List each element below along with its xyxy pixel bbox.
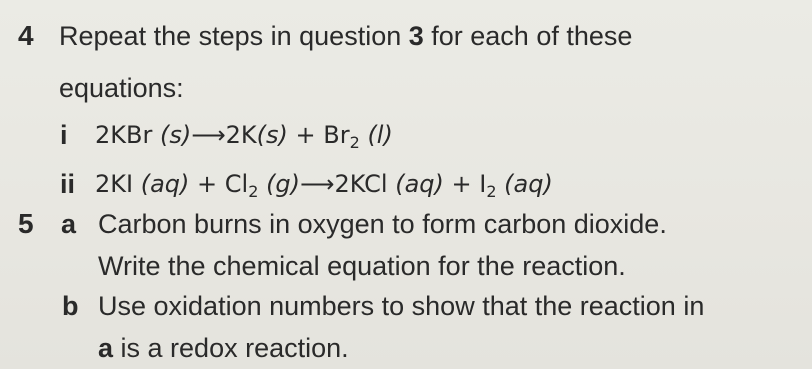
- eq-ii-arrow: ⟶: [300, 170, 335, 198]
- eq-ii-product-2-element: I: [479, 170, 487, 198]
- eq-ii-plus-2: +: [451, 170, 472, 198]
- eq-ii-reactant-2-subscript: 2: [248, 182, 259, 201]
- eq-i-product-1: 2K: [225, 121, 257, 149]
- eq-i-reactant-state: (s): [159, 121, 192, 149]
- eq-ii-plus-1: +: [197, 170, 218, 198]
- part-a-label: a: [61, 209, 77, 239]
- part-b-line1: Use oxidation numbers to show that the reaction in: [98, 291, 705, 321]
- eq-i-product-2-subscript: 2: [349, 133, 360, 152]
- equation-i: [95, 118, 393, 152]
- part-b-line2-text: is a redox reaction.: [113, 333, 349, 363]
- eq-ii-reactant-1-state: (aq): [140, 170, 190, 198]
- question-5-number: 5: [18, 208, 34, 239]
- question-4-text-line2: equations:: [59, 73, 184, 103]
- eq-ii-product-1: 2KCl: [334, 170, 388, 198]
- eq-i-reactant: 2KBr: [95, 121, 153, 149]
- eq-i-product-2-element: Br: [323, 121, 350, 149]
- eq-i-product-2-state: (l): [367, 121, 393, 149]
- equation-ii: [95, 167, 553, 201]
- eq-i-plus: +: [295, 121, 316, 149]
- eq-ii-reactant-2-state: (g): [266, 170, 301, 198]
- eq-ii-product-2-state: (aq): [504, 170, 553, 198]
- part-a-reference: a: [98, 333, 114, 363]
- question-4-text-line1: [59, 19, 632, 53]
- eq-i-product-1-state: (s): [256, 121, 288, 149]
- eq-ii-product-1-state: (aq): [395, 170, 444, 198]
- item-ii-label: ii: [60, 169, 76, 199]
- question-4-text-end: for each of these: [423, 21, 633, 51]
- part-a-line1: Carbon burns in oxygen to form carbon dioxide.: [98, 209, 667, 239]
- question-4-text-start: Repeat the steps in question: [59, 21, 409, 51]
- eq-ii-reactant-1: 2KI: [95, 170, 134, 198]
- part-b-label: b: [62, 291, 79, 321]
- eq-i-arrow: ⟶: [191, 121, 226, 149]
- part-a-line2: Write the chemical equation for the reaction.: [98, 251, 626, 281]
- item-i-label: i: [60, 120, 68, 150]
- question-3-reference: 3: [408, 21, 424, 51]
- eq-ii-product-2-subscript: 2: [486, 182, 497, 201]
- part-b-line2: [98, 331, 349, 365]
- eq-ii-reactant-2-element: Cl: [224, 170, 249, 198]
- question-4-number: 4: [18, 20, 34, 51]
